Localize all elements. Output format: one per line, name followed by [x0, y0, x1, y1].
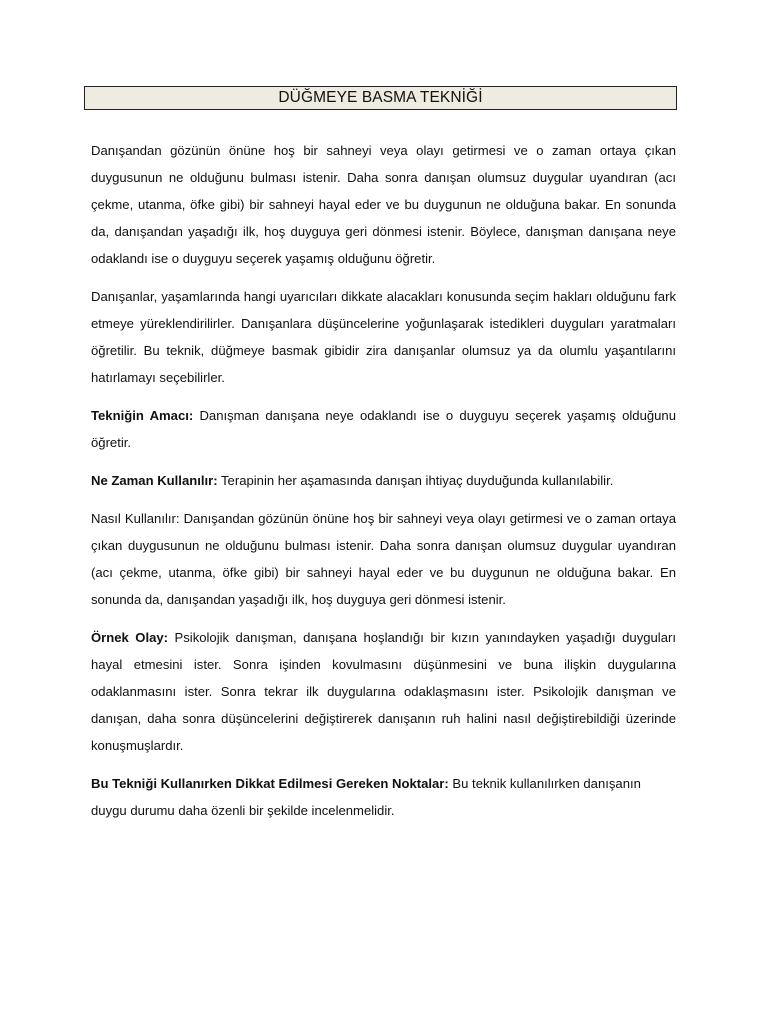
notes-text: Bu teknik kullanılırken danışanın duygu durumu daha özenli bir şekilde incelenmelidir.	[91, 776, 641, 818]
document-body	[91, 137, 676, 835]
paragraph-purpose	[91, 402, 676, 456]
paragraph-notes	[91, 770, 676, 824]
notes-label: Bu Tekniği Kullanırken Dikkat Edilmesi Gereken Noktalar:	[91, 776, 449, 791]
purpose-text: Danışman danışana neye odaklandı ise o duyguyu seçerek yaşamış olduğunu öğretir.	[91, 408, 676, 450]
paragraph-how-used: Nasıl Kullanılır: Danışandan gözünün önüne hoş bir sahneyi veya olayı getirmesi ve o zaman ortaya çıkan duygusunun ne olduğunu bulması istenir. Daha sonra danışan olumsuz duygular uyandıran (acı çekme, utanma, öfke gibi) bir sahneyi hayal eder ve bu duygunun ne olduğuna bakar. En sonunda da, danışandan yaşadığı ilk, hoş duyguya geri dönmesi istenir.	[91, 511, 676, 607]
purpose-label: Tekniğin Amacı:	[91, 408, 194, 423]
example-label: Örnek Olay:	[91, 630, 169, 645]
paragraph-when-used	[91, 467, 676, 494]
paragraph-clients: Danışanlar, yaşamlarında hangi uyarıcıları dikkate alacakları konusunda seçim hakları olduğunu fark etmeye yüreklendirilirler. Danışanlara düşüncelerine yoğunlaşarak istedikleri duyguları yaratmaları öğretilir. Bu teknik, düğmeye basmak gibidir zira danışanlar olumsuz ya da olumlu yaşantılarını hatırlamayı seçebilirler.	[91, 289, 676, 385]
example-text: Psikolojik danışman, danışana hoşlandığı bir kızın yanındayken yaşadığı duyguları hayal etmesini ister. Sonra işinden kovulmasını düşünmesini ve buna ilişkin duygularına odaklanmasını ister. Sonra tekrar ilk duygularına odaklaşmasını ister. Psikolojik danışman ve danışan, daha sonra düşüncelerini değiştirerek danışanın ruh halini nasıl değiştirebildiği üzerinde konuşmuşlardır.	[91, 630, 676, 753]
when-used-text: Terapinin her aşamasında danışan ihtiyaç duyduğunda kullanılabilir.	[217, 473, 614, 488]
paragraph-example	[91, 624, 676, 759]
page-title: DÜĞMEYE BASMA TEKNİĞİ	[84, 86, 677, 110]
when-used-label: Ne Zaman Kullanılır:	[91, 473, 218, 488]
paragraph-intro: Danışandan gözünün önüne hoş bir sahneyi veya olayı getirmesi ve o zaman ortaya çıkan duygusunun ne olduğunu bulması istenir. Daha sonra danışan olumsuz duygular uyandıran (acı çekme, utanma, öfke gibi) bir sahneyi hayal eder ve bu duygunun ne olduğuna bakar. En sonunda da, danışandan yaşadığı ilk, hoş duyguya geri dönmesi istenir. Böylece, danışman danışana neye odaklandı ise o duyguyu seçerek yaşamış olduğunu öğretir.	[91, 143, 676, 266]
